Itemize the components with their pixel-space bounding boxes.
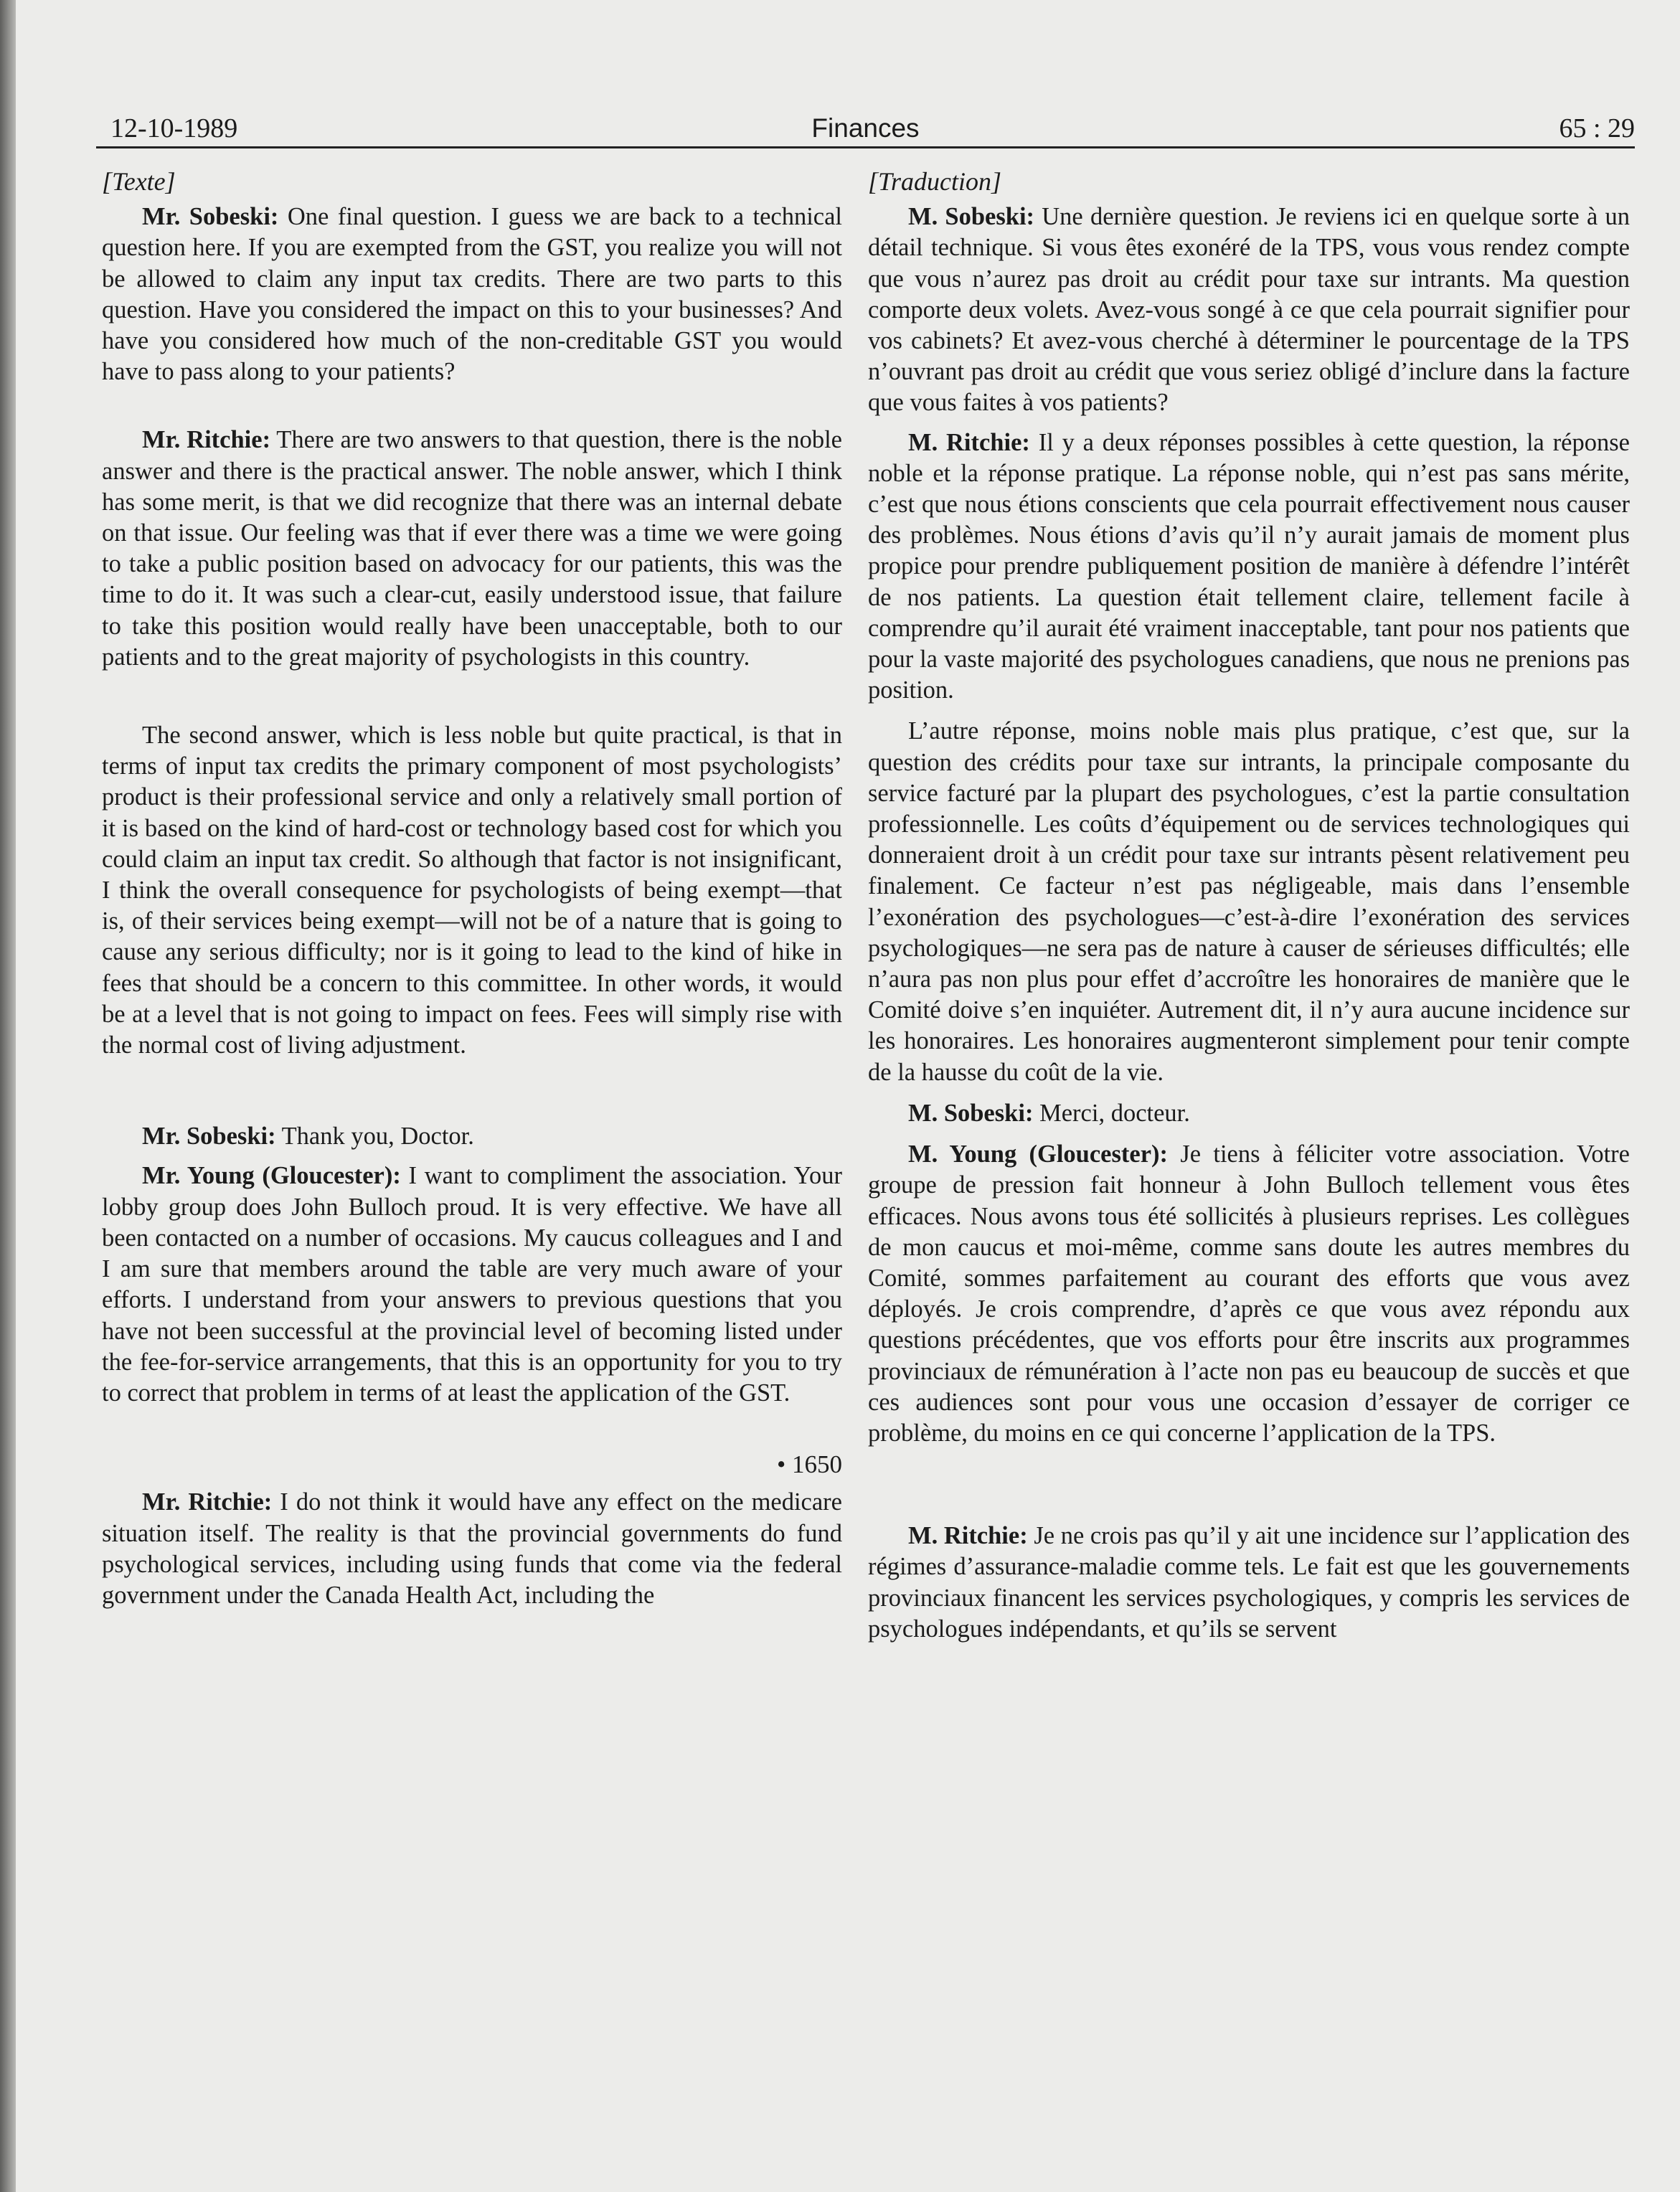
- running-header: [96, 106, 1635, 148]
- paragraph-text: Je ne crois pas qu’il y ait une incidence sur l’application des régimes d’assurance-maladie comme tels. Le fait est que les gouvernements provinciaux financent les services psychologiques, y compris les services de psychologues indépendants, et qu’ils se servent: [868, 1522, 1630, 1643]
- paragraph: [102, 425, 842, 673]
- speaker-name: Mr. Sobeski:: [142, 203, 279, 231]
- paragraph-text: There are two answers to that question, there is the noble answer and there is the practical answer. The noble answer, which I think has some merit, is that we did recognize that there was an internal debate on that issue. Our feeling was that if ever there was a time we were going to take a public position based on advocacy for our patients, this was the time to do it. It was such a clear-cut, easily understood issue, that failure to take this position would really have been unacceptable, both to our patients and to the great majority of psychologists in this country.: [102, 426, 842, 671]
- paragraph: The second answer, which is less noble but quite practical, is that in terms of input tax credits the primary component of most psychologists’ product is their professional service and only a relatively small portion of it is based on the kind of hard-cost or technology based cost for which you could claim an input tax credit. So although that factor is not insignificant, I think the overall consequence for psychologists of being exempt—that is, of their services being exempt—will not be of a nature that is going to cause any serious difficulty; nor is it going to lead to the kind of hike in fees that should be a concern to this committee. In other words, it would be at a level that is not going to impact on fees. Fees will simply rise with the normal cost of living adjustment.: [102, 722, 842, 1059]
- paragraph: [868, 202, 1630, 418]
- english-column: [102, 166, 842, 1611]
- time-marker: • 1650: [776, 1450, 842, 1479]
- speaker-name: Mr. Sobeski:: [142, 1123, 276, 1151]
- paragraph: [868, 1139, 1630, 1449]
- speaker-name: M. Ritchie:: [908, 428, 1030, 456]
- paragraph: [102, 202, 842, 387]
- column-label: [Traduction]: [868, 167, 1002, 196]
- paragraph-text: Thank you, Doctor.: [275, 1123, 474, 1151]
- speaker-name: M. Sobeski:: [908, 1099, 1034, 1127]
- paragraph-text: Merci, docteur.: [1033, 1099, 1190, 1127]
- column-label: [Texte]: [102, 167, 176, 196]
- french-column: [868, 166, 1630, 1645]
- speaker-name: M. Ritchie:: [908, 1522, 1028, 1550]
- paragraph-text: I do not think it would have any effect on the medicare situation itself. The reality is that the provincial governments do fund psychological services, including using funds that come via the federal government under the Canada Health Act, including the: [102, 1488, 842, 1609]
- paragraph-text: One final question. I guess we are back to a technical question here. If you are exempted from the GST, you realize you will not be allowed to claim any input tax credits. There are two parts to this question. Have you considered the impact on this to your businesses? And have you considered how much of the non-creditable GST you would have to pass along to your patients?: [102, 203, 842, 386]
- paragraph-text: Une dernière question. Je reviens ici en quelque sorte à un détail technique. Si vous êtes exonéré de la TPS, vous vous rendez compte que vous n’aurez pas droit au crédit pour taxe sur intrants. Ma question comporte deux volets. Avez-vous songé à ce que cela pourrait signifier pour vos cabinets? Et avez-vous cherché à déterminer le pourcentage de la TPS n’ouvrant pas droit au crédit que vous seriez obligé d’inclure dans la facture que vous faites à vos patients?: [868, 203, 1631, 417]
- paragraph: L’autre réponse, moins noble mais plus pratique, c’est que, sur la question des crédits pour taxe sur intrants, la principale composante du service facturé par la plupart des psychologues, c’est la partie consultation professionnelle. Les coûts d’équipement ou de services technologiques qui donneraient droit à un crédit pour taxe sur intrants pèsent relativement peu finalement. Ce facteur n’est pas négligeable, mais dans l’ensemble l’exonération des psychologues—c’est-à-dire l’exonération des services psychologiques—ne sera pas de nature à causer de sérieuses difficultés; elle n’aura pas non plus pour effet d’accroître les honoraires de manière que le Comité doive s’en inquiéter. Autrement dit, il n’y aura aucune incidence sur les honoraires. Les honoraires augmenteront simplement pour tenir compte de la hausse du coût de la vie.: [868, 717, 1630, 1086]
- speaker-name: Mr. Young (Gloucester):: [142, 1162, 401, 1190]
- paragraph-text: I want to compliment the association. Your lobby group does John Bulloch proud. It is very effective. We have all been contacted on a number of occasions. My caucus colleagues and I and I am sure that members around the table are very much aware of your efforts. I understand from your answers to previous questions that you have not been successful at the provincial level of becoming listed under the fee-for-service arrangements, that this is an opportunity for you to try to correct that problem in terms of at least the application of the GST.: [102, 1162, 842, 1407]
- speaker-name: M. Young (Gloucester):: [908, 1140, 1168, 1168]
- speaker-name: Mr. Ritchie:: [142, 426, 271, 454]
- header-date: 12-10-1989: [110, 113, 238, 143]
- header-title: Finances: [811, 113, 920, 143]
- paragraph: [102, 1487, 842, 1611]
- paragraph-text: Je tiens à féliciter votre association. Votre groupe de pression fait honneur à John Bulloch tellement vous êtes efficaces. Nous avons tous été sollicités à plusieurs reprises. Les collègues de mon caucus et moi-même, comme sans doute les autres membres du Comité, sommes parfaitement au courant des efforts que vous avez déployés. Je crois comprendre, d’après ce que vous avez répondu aux questions précédentes, que vos efforts pour être inscrits aux programmes provinciaux de rémunération à l’acte non pas eu beaucoup de succès et que ces audiences sont pour vous une occasion d’essayer de corriger ce problème, du moins en ce qui concerne l’application de la TPS.: [868, 1140, 1630, 1447]
- paragraph: [868, 427, 1630, 707]
- speaker-name: M. Sobeski:: [908, 203, 1035, 231]
- header-page-number: 65 : 29: [1559, 113, 1635, 143]
- scan-edge: [0, 0, 16, 2192]
- document-page: [16, 0, 1680, 2192]
- speaker-name: Mr. Ritchie:: [142, 1488, 273, 1516]
- paragraph-text: Il y a deux réponses possibles à cette question, la réponse noble et la réponse pratique. La réponse noble, qui n’est pas sans mérite, c’est que nous étions conscients que cela pourrait effectivement nous causer des problèmes. Nous étions d’avis qu’il n’y aurait jamais de moment plus propice pour prendre publiquement position de manière à défendre l’intérêt de nos patients. La question était tellement claire, tellement facile à comprendre qu’il aurait été vraiment inacceptable, tant pour nos patients que pour la vaste majorité des psychologues canadiens, que nous ne prenions pas position.: [868, 428, 1630, 704]
- paragraph: [102, 1161, 842, 1409]
- paragraph: [868, 1098, 1630, 1129]
- paragraph: [102, 1121, 842, 1152]
- paragraph: [868, 1521, 1630, 1645]
